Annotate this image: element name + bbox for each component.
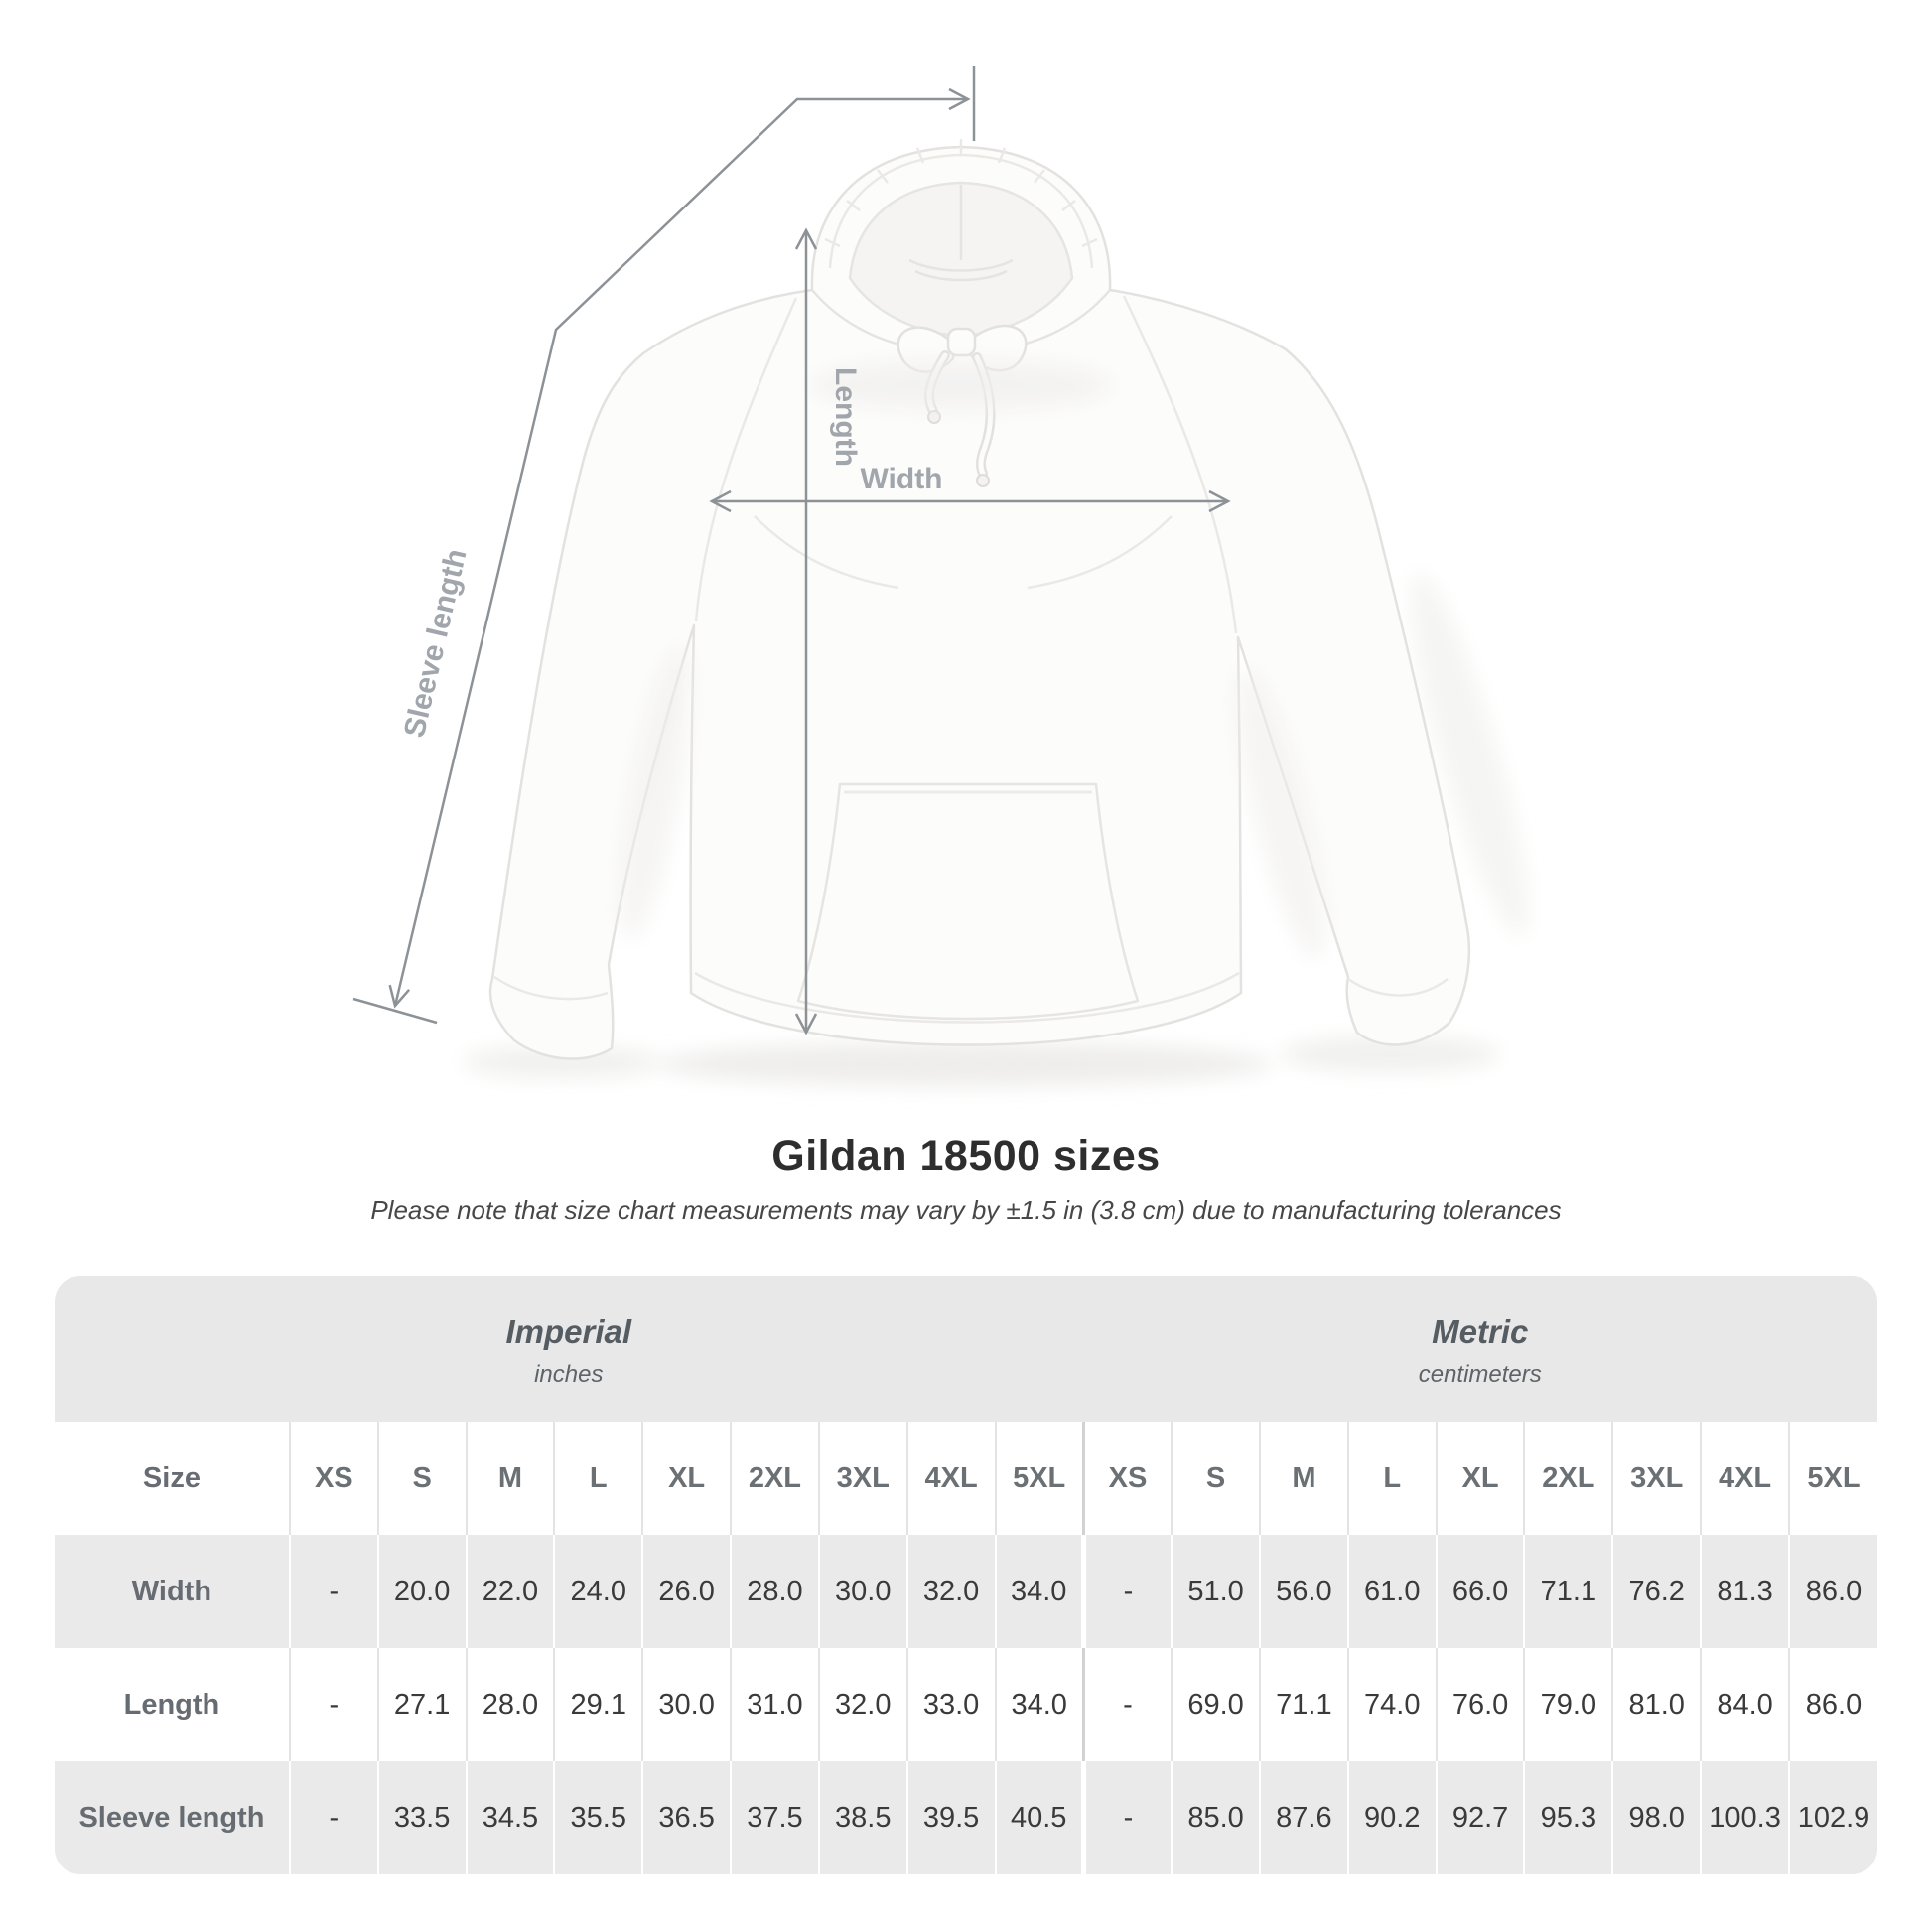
hoodie-illustration (490, 139, 1469, 1058)
measurement-value: 20.0 (378, 1535, 467, 1648)
measurement-value: 37.5 (731, 1761, 819, 1874)
measurement-value: 33.0 (907, 1648, 996, 1761)
measurement-value: 34.5 (467, 1761, 555, 1874)
size-column-header: XS (290, 1422, 378, 1535)
measurement-value: 86.0 (1789, 1648, 1877, 1761)
measurement-value: 81.3 (1701, 1535, 1789, 1648)
aglet-left (928, 411, 940, 423)
measurement-value: 26.0 (642, 1535, 731, 1648)
measurement-value: 29.1 (554, 1648, 642, 1761)
size-column-header: 2XL (1524, 1422, 1612, 1535)
measurement-value: 34.0 (996, 1648, 1084, 1761)
metric-title: Metric (1432, 1312, 1529, 1350)
table-row (55, 1535, 1877, 1648)
table-row (55, 1761, 1877, 1874)
measurement-value: - (290, 1535, 378, 1648)
page-subtitle: Please note that size chart measurements may vary by ±1.5 in (3.8 cm) due to manufacturing tolerances (370, 1195, 1562, 1225)
page-title: Gildan 18500 sizes (771, 1132, 1161, 1179)
measurement-value: 76.0 (1437, 1648, 1525, 1761)
measurement-value: - (1083, 1535, 1172, 1648)
imperial-section-header (55, 1276, 1083, 1422)
measurement-value: 71.1 (1524, 1535, 1612, 1648)
measurement-value: 27.1 (378, 1648, 467, 1761)
width-label: Width (860, 463, 943, 495)
measurement-value: 34.0 (996, 1535, 1084, 1648)
measurement-value: 40.5 (996, 1761, 1084, 1874)
measurement-value: 56.0 (1260, 1535, 1348, 1648)
measurement-value: 39.5 (907, 1761, 996, 1874)
imperial-subtitle: inches (534, 1360, 604, 1388)
measurement-value: 28.0 (467, 1648, 555, 1761)
size-grid-table (55, 1422, 1877, 1874)
measurement-value: 95.3 (1524, 1761, 1612, 1874)
measurement-value: 85.0 (1172, 1761, 1260, 1874)
size-column-header: XS (1083, 1422, 1172, 1535)
size-column-header: L (1348, 1422, 1437, 1535)
size-column-header: 4XL (907, 1422, 996, 1535)
measurement-value: 22.0 (467, 1535, 555, 1648)
measurement-value: 71.1 (1260, 1648, 1348, 1761)
size-column-header: 5XL (996, 1422, 1084, 1535)
row-label: Width (131, 1575, 212, 1607)
metric-subtitle: centimeters (1418, 1360, 1542, 1388)
aglet-right (977, 475, 989, 486)
table-row (55, 1648, 1877, 1761)
size-column-header: 4XL (1701, 1422, 1789, 1535)
row-label: Sleeve length (78, 1801, 265, 1834)
imperial-title: Imperial (505, 1312, 632, 1350)
measurement-value: 90.2 (1348, 1761, 1437, 1874)
measurement-value: 81.0 (1612, 1648, 1701, 1761)
measurement-value: 31.0 (731, 1648, 819, 1761)
measurement-value: 84.0 (1701, 1648, 1789, 1761)
measurement-value: 86.0 (1789, 1535, 1877, 1648)
size-column-header: XL (642, 1422, 731, 1535)
measurement-value: 32.0 (819, 1648, 907, 1761)
size-column-header: S (378, 1422, 467, 1535)
measurement-value: 87.6 (1260, 1761, 1348, 1874)
measurement-value: 76.2 (1612, 1535, 1701, 1648)
size-column-header: 2XL (731, 1422, 819, 1535)
metric-section-header (1083, 1276, 1877, 1422)
measurement-value: - (1083, 1761, 1172, 1874)
size-column-header: 5XL (1789, 1422, 1877, 1535)
measurement-value: 98.0 (1612, 1761, 1701, 1874)
measurement-value: 51.0 (1172, 1535, 1260, 1648)
unit-header-band (55, 1276, 1877, 1422)
measurement-value: 30.0 (642, 1648, 731, 1761)
size-column-header: S (1172, 1422, 1260, 1535)
measurement-value: 32.0 (907, 1535, 996, 1648)
measurement-value: 36.5 (642, 1761, 731, 1874)
measurement-value: 100.3 (1701, 1761, 1789, 1874)
length-label: Length (829, 367, 862, 467)
size-column-header: L (554, 1422, 642, 1535)
measurement-value: 74.0 (1348, 1648, 1437, 1761)
measurement-value: 24.0 (554, 1535, 642, 1648)
row-label: Length (123, 1688, 220, 1721)
size-header-cell: Size (142, 1461, 201, 1494)
size-column-header: M (1260, 1422, 1348, 1535)
measurement-value: - (290, 1648, 378, 1761)
measurement-value: - (290, 1761, 378, 1874)
measurement-value: 38.5 (819, 1761, 907, 1874)
size-grid (55, 1422, 1877, 1874)
measurement-value: - (1083, 1648, 1172, 1761)
size-column-header: 3XL (1612, 1422, 1701, 1535)
size-table (55, 1276, 1877, 1874)
measurement-value: 61.0 (1348, 1535, 1437, 1648)
measurement-value: 102.9 (1789, 1761, 1877, 1874)
size-column-header: M (467, 1422, 555, 1535)
kangaroo-pocket (798, 784, 1138, 1019)
size-header-row (55, 1422, 1877, 1535)
sleeve-length-label: Sleeve length (397, 545, 474, 741)
measurement-value: 33.5 (378, 1761, 467, 1874)
measurement-value: 69.0 (1172, 1648, 1260, 1761)
measurement-value: 35.5 (554, 1761, 642, 1874)
size-column-header: 3XL (819, 1422, 907, 1535)
measurement-value: 28.0 (731, 1535, 819, 1648)
size-column-header: XL (1437, 1422, 1525, 1535)
measurement-value: 30.0 (819, 1535, 907, 1648)
bow-knot (948, 329, 975, 355)
measurement-value: 79.0 (1524, 1648, 1612, 1761)
measurement-value: 66.0 (1437, 1535, 1525, 1648)
measurement-value: 92.7 (1437, 1761, 1525, 1874)
